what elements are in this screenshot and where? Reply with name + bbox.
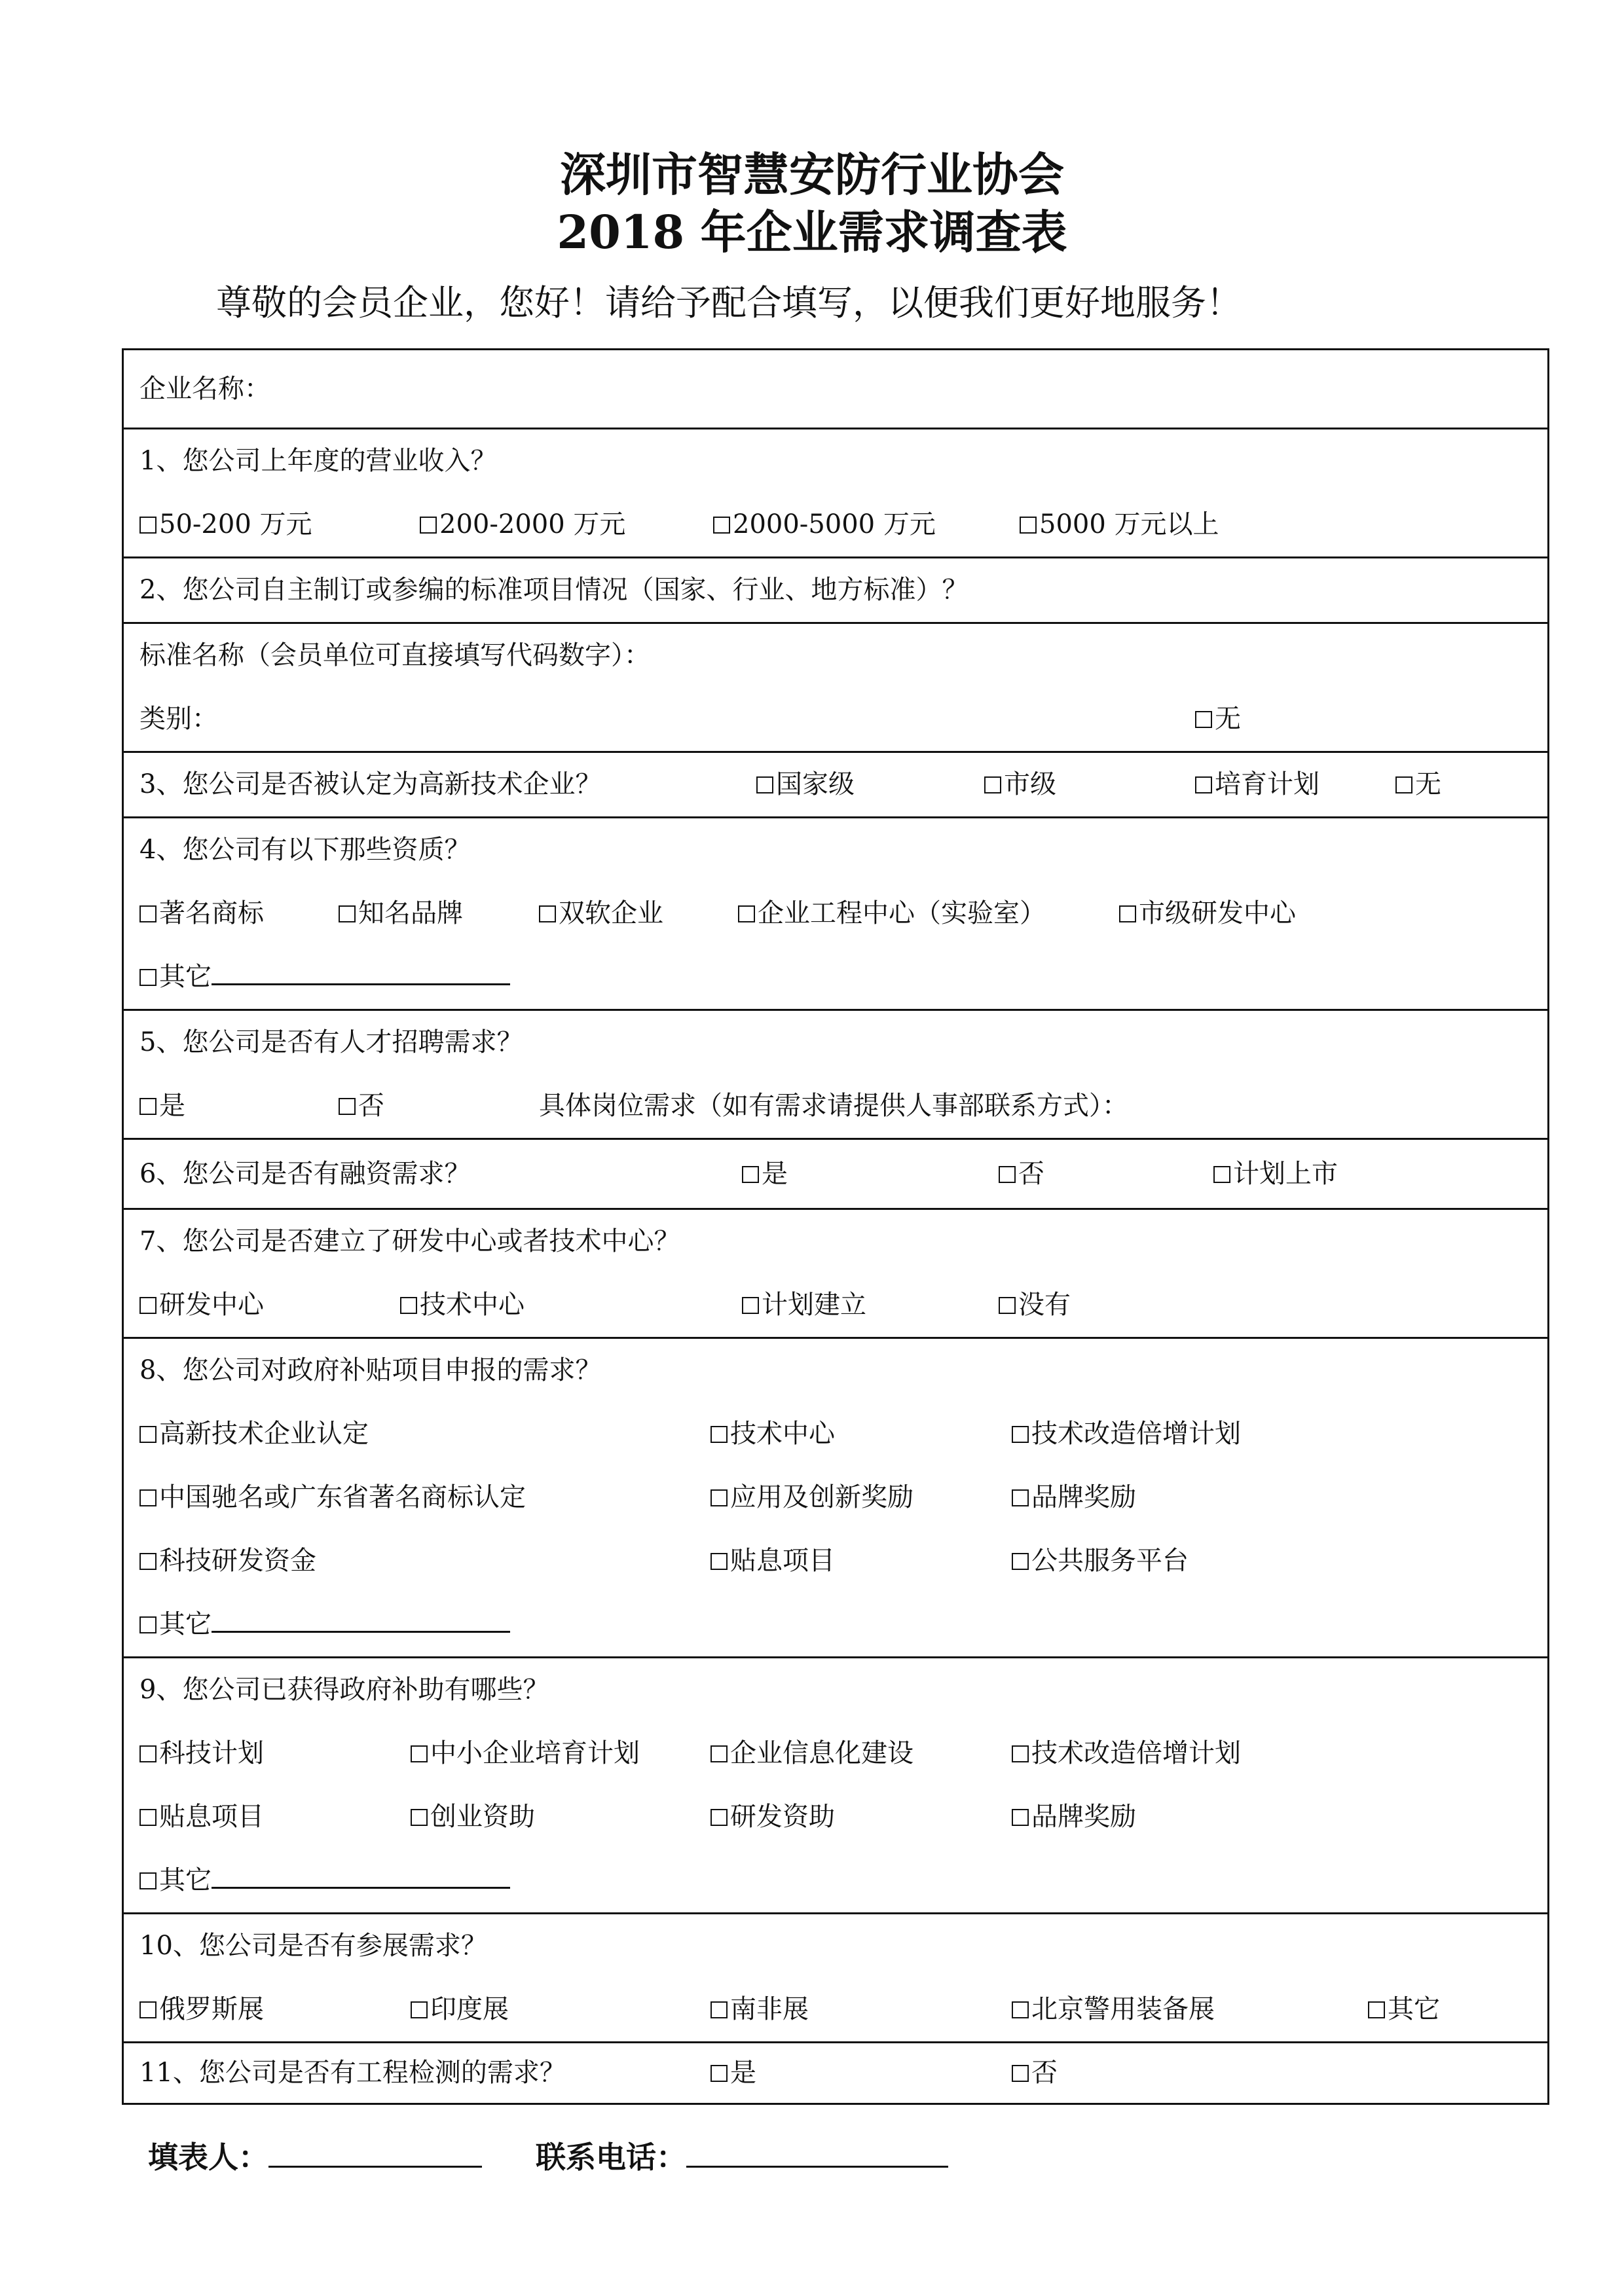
phone-number-blank[interactable] [686, 2143, 948, 2168]
checkbox-icon[interactable] [139, 517, 157, 534]
q4-option-4[interactable]: 企业工程中心（实验室） [738, 882, 1046, 945]
checkbox-icon[interactable] [139, 1872, 157, 1889]
q11-option-1[interactable]: 是 [710, 2043, 756, 2103]
checkbox-icon[interactable] [139, 1616, 157, 1633]
q8-option-2[interactable]: 技术中心 [710, 1402, 835, 1466]
company-name-label: 企业名称： [139, 374, 270, 404]
row-q2 [123, 558, 1549, 623]
q10-option-3[interactable]: 南非展 [710, 1978, 809, 2041]
q10-option-2[interactable]: 印度展 [411, 1978, 509, 2041]
q10-option-5[interactable]: 其它 [1368, 1978, 1440, 2041]
checkbox-icon[interactable] [139, 1098, 157, 1115]
q8-option-5[interactable]: 应用及创新奖励 [710, 1466, 913, 1529]
q8-option-7[interactable]: 科技研发资金 [139, 1529, 316, 1593]
q8-option-6[interactable]: 品牌奖励 [1012, 1466, 1136, 1529]
q6-question: 6、您公司是否有融资需求？ [139, 1159, 471, 1189]
q3-question: 3、您公司是否被认定为高新技术企业？ [139, 769, 602, 799]
checkbox-icon[interactable] [139, 1489, 157, 1506]
category-field[interactable] [139, 687, 218, 751]
q11-question: 11、您公司是否有工程检测的需求？ [139, 2058, 566, 2088]
q9-question: 9、您公司已获得政府补助有哪些？ [139, 1675, 549, 1705]
row-q6 [123, 1139, 1549, 1209]
checkbox-icon[interactable] [710, 1553, 728, 1570]
q3-option-3[interactable]: 培育计划 [1195, 753, 1320, 816]
q9-option-4[interactable]: 技术改造倍增计划 [1012, 1722, 1241, 1785]
q3-option-1[interactable]: 国家级 [756, 753, 855, 816]
checkbox-icon[interactable] [1012, 1745, 1029, 1762]
checkbox-icon[interactable] [1119, 905, 1136, 922]
company-name-field[interactable] [139, 350, 1547, 428]
checkbox-icon[interactable] [139, 2001, 157, 2018]
checkbox-icon[interactable] [339, 905, 356, 922]
q3-option-4[interactable]: 无 [1395, 753, 1441, 816]
q9-option-2[interactable]: 中小企业培育计划 [411, 1722, 640, 1785]
q5-option-2[interactable]: 否 [339, 1074, 384, 1138]
filler-label: 填表人： [148, 2140, 268, 2175]
q7-question: 7、您公司是否建立了研发中心或者技术中心？ [139, 1226, 680, 1256]
checkbox-icon[interactable] [539, 905, 556, 922]
row-q5 [123, 1010, 1549, 1139]
q9-option-1[interactable]: 科技计划 [139, 1722, 264, 1785]
q8-question: 8、您公司对政府补贴项目申报的需求？ [139, 1355, 602, 1385]
checkbox-icon[interactable] [738, 905, 755, 922]
q8-option-4[interactable]: 中国驰名或广东省著名商标认定 [139, 1466, 526, 1529]
q1-option-2[interactable]: 200-2000 万元 [420, 493, 625, 556]
checkbox-icon[interactable] [710, 2001, 728, 2018]
checkbox-icon[interactable] [1195, 711, 1212, 728]
q8-option-3[interactable]: 技术改造倍增计划 [1012, 1402, 1241, 1466]
standard-name-field[interactable] [139, 624, 1547, 687]
q7-option-1[interactable]: 研发中心 [139, 1273, 264, 1337]
checkbox-icon[interactable] [999, 1166, 1016, 1183]
checkbox-icon[interactable] [1368, 2001, 1385, 2018]
checkbox-icon[interactable] [1012, 1489, 1029, 1506]
survey-form-table [122, 348, 1549, 2105]
q8-other-blank[interactable] [212, 1611, 510, 1633]
q9-option-7[interactable]: 研发资助 [710, 1785, 835, 1849]
q4-question: 4、您公司有以下那些资质？ [139, 835, 471, 865]
checkbox-icon[interactable] [710, 1426, 728, 1443]
row-q4 [123, 818, 1549, 1010]
form-footer [148, 2134, 948, 2180]
row-q9 [123, 1658, 1549, 1914]
checkbox-icon[interactable] [710, 1745, 728, 1762]
checkbox-icon[interactable] [742, 1166, 759, 1183]
checkbox-icon[interactable] [1020, 517, 1037, 534]
checkbox-icon[interactable] [710, 1809, 728, 1826]
checkbox-icon[interactable] [1012, 2001, 1029, 2018]
checkbox-icon[interactable] [339, 1098, 356, 1115]
q1-option-3[interactable]: 2000-5000 万元 [713, 493, 936, 556]
checkbox-icon[interactable] [1012, 1809, 1029, 1826]
checkbox-icon[interactable] [139, 1426, 157, 1443]
checkbox-icon[interactable] [1213, 1166, 1230, 1183]
document-subtitle: 2018 年企业需求调查表 [557, 205, 1067, 259]
row-q3 [123, 752, 1549, 818]
q5-option-1[interactable]: 是 [139, 1074, 185, 1138]
q6-option-3[interactable]: 计划上市 [1213, 1140, 1338, 1208]
q4-option-3[interactable]: 双软企业 [539, 882, 663, 945]
checkbox-icon[interactable] [999, 1297, 1016, 1314]
checkbox-icon[interactable] [400, 1297, 417, 1314]
q8-option-9[interactable]: 公共服务平台 [1012, 1529, 1189, 1593]
q9-other-option[interactable]: 其它 [139, 1849, 510, 1912]
checkbox-icon[interactable] [139, 1745, 157, 1762]
q10-question: 10、您公司是否有参展需求？ [139, 1931, 487, 1961]
checkbox-icon[interactable] [411, 2001, 428, 2018]
checkbox-icon[interactable] [420, 517, 437, 534]
checkbox-icon[interactable] [411, 1745, 428, 1762]
q8-option-1[interactable]: 高新技术企业认定 [139, 1402, 369, 1466]
q1-question: 1、您公司上年度的营业收入？ [139, 446, 497, 476]
checkbox-icon[interactable] [1395, 776, 1412, 793]
q4-other-option[interactable]: 其它 [139, 945, 510, 1009]
q9-other-blank[interactable] [212, 1867, 510, 1889]
q7-option-3[interactable]: 计划建立 [742, 1273, 866, 1337]
checkbox-icon[interactable] [710, 1489, 728, 1506]
q8-other-option[interactable]: 其它 [139, 1593, 510, 1656]
q9-option-8[interactable]: 品牌奖励 [1012, 1785, 1136, 1849]
q4-option-2[interactable]: 知名品牌 [339, 882, 463, 945]
checkbox-icon[interactable] [984, 776, 1001, 793]
q9-option-5[interactable]: 贴息项目 [139, 1785, 264, 1849]
checkbox-icon[interactable] [411, 1809, 428, 1826]
checkbox-icon[interactable] [756, 776, 773, 793]
row-q8 [123, 1338, 1549, 1658]
checkbox-icon[interactable] [139, 1297, 157, 1314]
row-q10 [123, 1914, 1549, 2043]
checkbox-icon[interactable] [139, 969, 157, 986]
checkbox-icon[interactable] [1012, 1426, 1029, 1443]
checkbox-icon[interactable] [710, 2065, 728, 2082]
q5-detail-label: 具体岗位需求（如有需求请提供人事部联系方式）： [539, 1091, 1128, 1121]
q4-option-1[interactable]: 著名商标 [139, 882, 264, 945]
q11-option-2[interactable]: 否 [1012, 2043, 1058, 2103]
q2-question: 2、您公司自主制订或参编的标准项目情况（国家、行业、地方标准）？ [139, 575, 969, 605]
q2-none-option[interactable]: 无 [1195, 687, 1241, 751]
row-q2-details [123, 623, 1549, 752]
row-company-name [123, 350, 1549, 429]
row-q1 [123, 429, 1549, 558]
q9-option-3[interactable]: 企业信息化建设 [710, 1722, 913, 1785]
category-label: 类别： [139, 704, 218, 734]
phone-label: 联系电话： [536, 2140, 687, 2175]
document-title: 深圳市智慧安防行业协会 [560, 147, 1064, 202]
checkbox-icon[interactable] [1012, 1553, 1029, 1570]
checkbox-icon[interactable] [139, 1553, 157, 1570]
q7-option-2[interactable]: 技术中心 [400, 1273, 525, 1337]
checkbox-icon[interactable] [139, 905, 157, 922]
filler-name-blank[interactable] [268, 2143, 482, 2168]
q7-option-4[interactable]: 没有 [999, 1273, 1071, 1337]
q1-option-4[interactable]: 5000 万元以上 [1020, 493, 1219, 556]
checkbox-icon[interactable] [1012, 2065, 1029, 2082]
row-q11 [123, 2043, 1549, 2104]
q9-option-6[interactable]: 创业资助 [411, 1785, 535, 1849]
standard-name-label: 标准名称（会员单位可直接填写代码数字）： [139, 640, 650, 670]
q10-option-1[interactable]: 俄罗斯展 [139, 1978, 264, 2041]
q1-option-1[interactable]: 50-200 万元 [139, 493, 312, 556]
q6-option-2[interactable]: 否 [999, 1140, 1044, 1208]
checkbox-icon[interactable] [742, 1297, 759, 1314]
greeting-text: 尊敬的会员企业，您好！请给予配合填写，以便我们更好地服务！ [216, 282, 1242, 323]
q8-option-8[interactable]: 贴息项目 [710, 1529, 835, 1593]
q6-option-1[interactable]: 是 [742, 1140, 788, 1208]
q4-other-blank[interactable] [212, 964, 510, 985]
row-q7 [123, 1209, 1549, 1338]
q4-option-5[interactable]: 市级研发中心 [1119, 882, 1296, 945]
q5-question: 5、您公司是否有人才招聘需求？ [139, 1027, 523, 1057]
checkbox-icon[interactable] [713, 517, 730, 534]
q10-option-4[interactable]: 北京警用装备展 [1012, 1978, 1215, 2041]
checkbox-icon[interactable] [139, 1809, 157, 1826]
checkbox-icon[interactable] [1195, 776, 1212, 793]
q3-option-2[interactable]: 市级 [984, 753, 1056, 816]
